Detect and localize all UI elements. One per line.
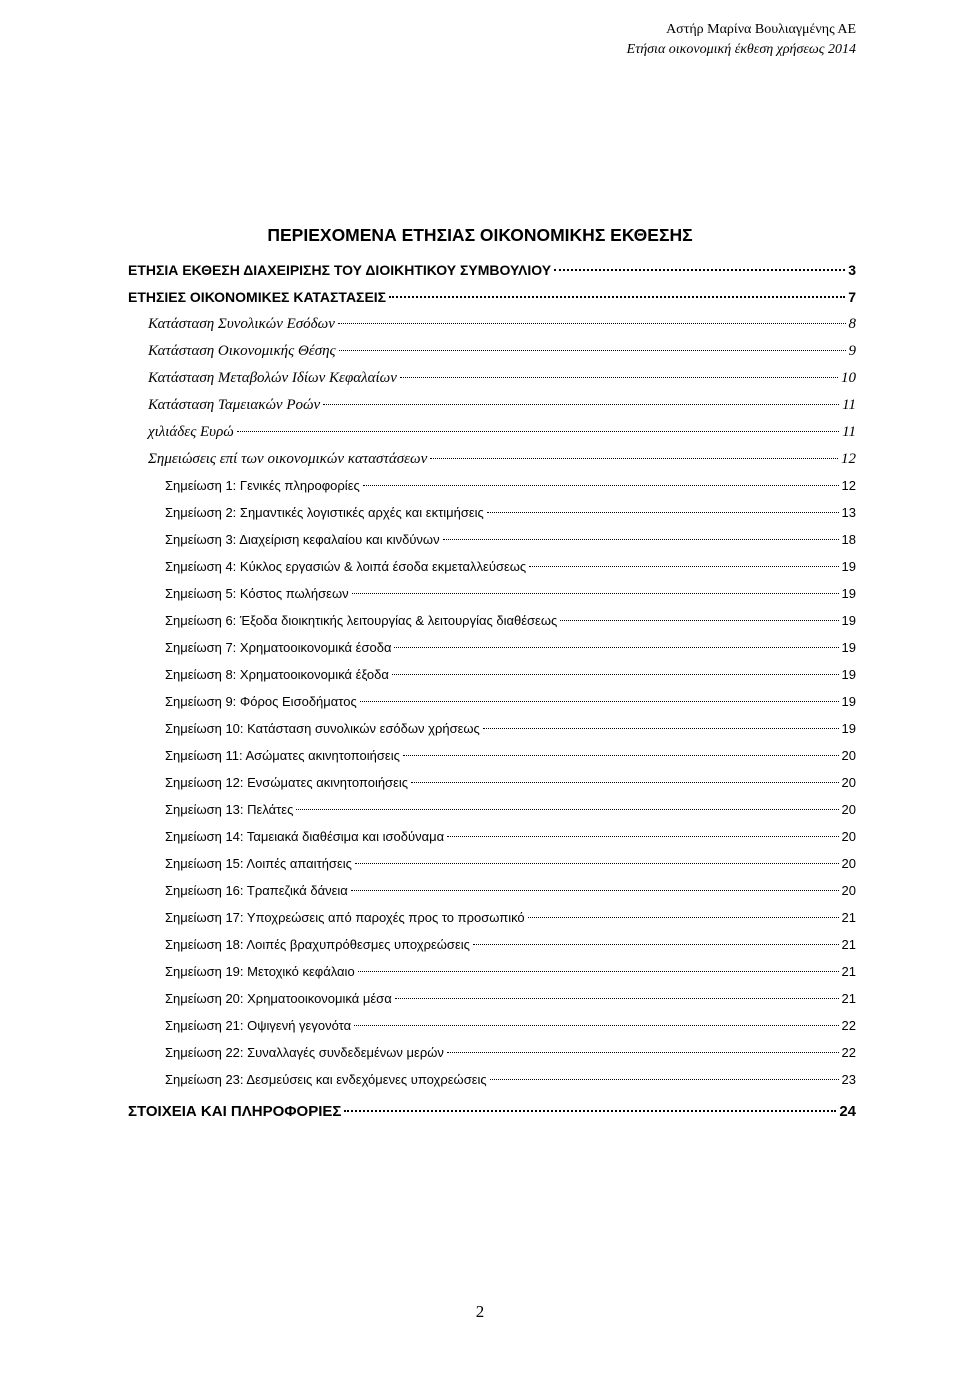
toc-entry-page: 24: [839, 1103, 856, 1120]
toc-entry-label: Σημείωση 15: Λοιπές απαιτήσεις: [165, 856, 352, 871]
toc-entry[interactable]: [128, 829, 856, 856]
toc-entry[interactable]: [128, 667, 856, 694]
toc-entry-label: Σημείωση 5: Κόστος πωλήσεων: [165, 586, 349, 601]
toc-entry-page: 12: [841, 451, 856, 467]
toc-leader-dots: [411, 782, 838, 783]
toc-entry-page: 21: [841, 937, 856, 952]
toc-entry-page: 20: [841, 883, 856, 898]
toc-entry-label: Κατάσταση Συνολικών Εσόδων: [148, 316, 335, 332]
toc-entry-label: Σημείωση 12: Ενσώματες ακινητοποιήσεις: [165, 775, 409, 790]
toc-entry-page: 19: [841, 721, 856, 736]
toc-entry[interactable]: [128, 883, 856, 910]
toc-leader-dots: [447, 836, 838, 837]
toc-entry[interactable]: [128, 262, 856, 289]
toc-entry[interactable]: [128, 397, 856, 424]
toc-entry-label: Σημείωση 18: Λοιπές βραχυπρόθεσμες υποχρεώσεις: [165, 937, 470, 952]
toc-entry-label: Σημείωση 19: Μετοχικό κεφάλαιο: [165, 964, 355, 979]
toc-leader-dots: [443, 539, 839, 540]
toc-entry-page: 19: [841, 613, 856, 628]
toc-leader-dots: [394, 647, 838, 648]
toc-entry-label: Κατάσταση Ταμειακών Ροών: [148, 397, 321, 413]
toc-entry-page: 19: [841, 586, 856, 601]
page-number: 2: [475, 1302, 485, 1321]
toc-entry-label: Κατάσταση Οικονομικής Θέσης: [148, 343, 336, 359]
toc-leader-dots: [351, 890, 839, 891]
toc-leader-dots: [352, 593, 839, 594]
toc-leader-dots: [490, 1079, 839, 1080]
toc-title: ΠΕΡΙΕΧΟΜΕΝΑ ΕΤΗΣΙΑΣ ΟΙΚΟΝΟΜΙΚΗΣ ΕΚΘΕΣΗΣ: [267, 225, 693, 245]
toc-entry[interactable]: [128, 640, 856, 667]
toc-entry[interactable]: [128, 910, 856, 937]
toc-entry-page: 13: [841, 505, 856, 520]
toc-entry-page: 22: [841, 1045, 856, 1060]
running-header: [627, 20, 856, 60]
toc-entry-label: Σημείωση 6: Έξοδα διοικητικής λειτουργίας & λειτουργίας διαθέσεως: [165, 613, 558, 628]
toc-leader-dots: [560, 620, 838, 621]
toc-entry[interactable]: [128, 1103, 856, 1130]
toc-entry[interactable]: [128, 586, 856, 613]
toc-entry-label: Σημείωση 3: Διαχείριση κεφαλαίου και κινδύνων: [165, 532, 440, 547]
toc-leader-dots: [400, 377, 838, 378]
header-report-title: Ετήσια οικονομική έκθεση χρήσεως 2014: [626, 42, 856, 57]
toc-entry[interactable]: [128, 370, 856, 397]
toc-leader-dots: [339, 350, 846, 351]
toc-leader-dots: [554, 269, 845, 271]
toc-leader-dots: [395, 998, 839, 999]
toc-entry-page: 10: [841, 370, 856, 386]
toc-entry-page: 21: [841, 964, 856, 979]
toc-leader-dots: [473, 944, 839, 945]
toc-entry-label: ΕΤΗΣΙΕΣ ΟΙΚΟΝΟΜΙΚΕΣ ΚΑΤΑΣΤΑΣΕΙΣ: [128, 289, 387, 305]
toc-entry-label: Σημείωση 23: Δεσμεύσεις και ενδεχόμενες υποχρεώσεις: [165, 1072, 487, 1087]
toc-entry[interactable]: [128, 991, 856, 1018]
toc-entry-page: 20: [841, 775, 856, 790]
toc-entry-page: 20: [841, 802, 856, 817]
toc-entry-label: Σημείωση 7: Χρηματοοικονομικά έσοδα: [165, 640, 392, 655]
toc-leader-dots: [355, 863, 839, 864]
toc-entry-label: ΕΤΗΣΙΑ ΕΚΘΕΣΗ ΔΙΑΧΕΙΡΙΣΗΣ ΤΟΥ ΔΙΟΙΚΗΤΙΚΟΥ ΣΥΜΒΟΥΛΙΟΥ: [128, 262, 552, 278]
toc-entry[interactable]: [128, 1072, 856, 1099]
toc-entry-page: 19: [841, 667, 856, 682]
header-company: Αστήρ Μαρίνα Βουλιαγμένης ΑΕ: [666, 22, 856, 37]
toc-entry-label: Σημείωση 22: Συναλλαγές συνδεδεμένων μερών: [165, 1045, 444, 1060]
toc-entry-page: 22: [841, 1018, 856, 1033]
toc-leader-dots: [338, 323, 846, 324]
toc-leader-dots: [344, 1110, 836, 1112]
toc-entry-page: 11: [842, 397, 856, 413]
toc-leader-dots: [363, 485, 839, 486]
toc-entry-label: Σημείωση 8: Χρηματοοικονομικά έξοδα: [165, 667, 389, 682]
toc-entry-label: Σημείωση 2: Σημαντικές λογιστικές αρχές και εκτιμήσεις: [165, 505, 484, 520]
toc-entry-label: Σημείωση 9: Φόρος Εισοδήματος: [165, 694, 357, 709]
toc-leader-dots: [323, 404, 839, 405]
toc-entry-page: 19: [841, 559, 856, 574]
toc-entry[interactable]: [128, 478, 856, 505]
toc-leader-dots: [392, 674, 839, 675]
toc-entry-label: Σημειώσεις επί των οικονομικών καταστάσεων: [148, 451, 428, 467]
toc-entry-page: 19: [841, 640, 856, 655]
toc-entry[interactable]: [128, 964, 856, 991]
toc-leader-dots: [529, 566, 838, 567]
toc-entry[interactable]: [128, 613, 856, 640]
toc-entry-label: Σημείωση 4: Κύκλος εργασιών & λοιπά έσοδα εκμεταλλεύσεως: [165, 559, 527, 574]
toc-leader-dots: [447, 1052, 839, 1053]
toc-entry-page: 21: [841, 991, 856, 1006]
toc-entry[interactable]: [128, 424, 856, 451]
toc-leader-dots: [528, 917, 839, 918]
toc-leader-dots: [360, 701, 839, 702]
toc-entry-page: 21: [841, 910, 856, 925]
toc-entry[interactable]: [128, 316, 856, 343]
toc-entry-label: Σημείωση 17: Υποχρεώσεις από παροχές προς το προσωπικό: [165, 910, 525, 925]
toc-entry-label: Σημείωση 16: Τραπεζικά δάνεια: [165, 883, 348, 898]
toc-leader-dots: [358, 971, 839, 972]
toc-entry-page: 9: [848, 343, 856, 359]
toc-entry[interactable]: [128, 289, 856, 316]
toc-entry-page: 11: [842, 424, 856, 440]
toc-entry[interactable]: [128, 802, 856, 829]
toc-leader-dots: [296, 809, 838, 810]
toc-entry-page: 20: [841, 748, 856, 763]
toc-entry[interactable]: [128, 694, 856, 721]
toc-entry-page: 23: [841, 1072, 856, 1087]
toc-entry[interactable]: [128, 721, 856, 748]
toc-leader-dots: [237, 431, 839, 432]
toc-leader-dots: [430, 458, 838, 459]
toc-entry-label: Σημείωση 14: Ταμειακά διαθέσιμα και ισοδύναμα: [165, 829, 445, 844]
toc-entry[interactable]: [128, 1018, 856, 1045]
toc-entry[interactable]: [128, 748, 856, 775]
toc-entry[interactable]: [128, 532, 856, 559]
toc-entry-page: 8: [848, 316, 856, 332]
toc-entry-label: Σημείωση 11: Ασώματες ακινητοποιήσεις: [165, 748, 400, 763]
toc-leader-dots: [403, 755, 839, 756]
toc-entry-label: ΣΤΟΙΧΕΙΑ ΚΑΙ ΠΛΗΡΟΦΟΡΙΕΣ: [128, 1103, 342, 1120]
toc-leader-dots: [483, 728, 839, 729]
toc-entry-page: 12: [841, 478, 856, 493]
toc-entry[interactable]: [128, 505, 856, 532]
toc-leader-dots: [389, 296, 845, 298]
toc-entry-label: Σημείωση 13: Πελάτες: [165, 802, 294, 817]
toc-entry[interactable]: [128, 1045, 856, 1072]
toc-entry-label: Σημείωση 10: Κατάσταση συνολικών εσόδων χρήσεως: [165, 721, 480, 736]
toc-entry[interactable]: [128, 451, 856, 478]
toc-leader-dots: [487, 512, 839, 513]
table-of-contents: [128, 262, 856, 1130]
toc-entry-page: 3: [848, 262, 856, 278]
toc-entry[interactable]: [128, 775, 856, 802]
toc-entry-page: 20: [841, 856, 856, 871]
toc-entry-label: Σημείωση 20: Χρηματοοικονομικά μέσα: [165, 991, 392, 1006]
toc-entry[interactable]: [128, 559, 856, 586]
toc-entry-page: 7: [848, 289, 856, 305]
toc-entry-label: Κατάσταση Μεταβολών Ιδίων Κεφαλαίων: [148, 370, 397, 386]
toc-leader-dots: [354, 1025, 838, 1026]
toc-entry-page: 19: [841, 694, 856, 709]
toc-entry-label: Σημείωση 1: Γενικές πληροφορίες: [165, 478, 360, 493]
toc-entry[interactable]: [128, 856, 856, 883]
toc-entry-page: 18: [841, 532, 856, 547]
toc-entry[interactable]: [128, 937, 856, 964]
toc-entry-label: χιλιάδες Ευρώ: [148, 424, 234, 440]
toc-entry[interactable]: [128, 343, 856, 370]
toc-entry-page: 20: [841, 829, 856, 844]
toc-entry-label: Σημείωση 21: Οψιγενή γεγονότα: [165, 1018, 352, 1033]
